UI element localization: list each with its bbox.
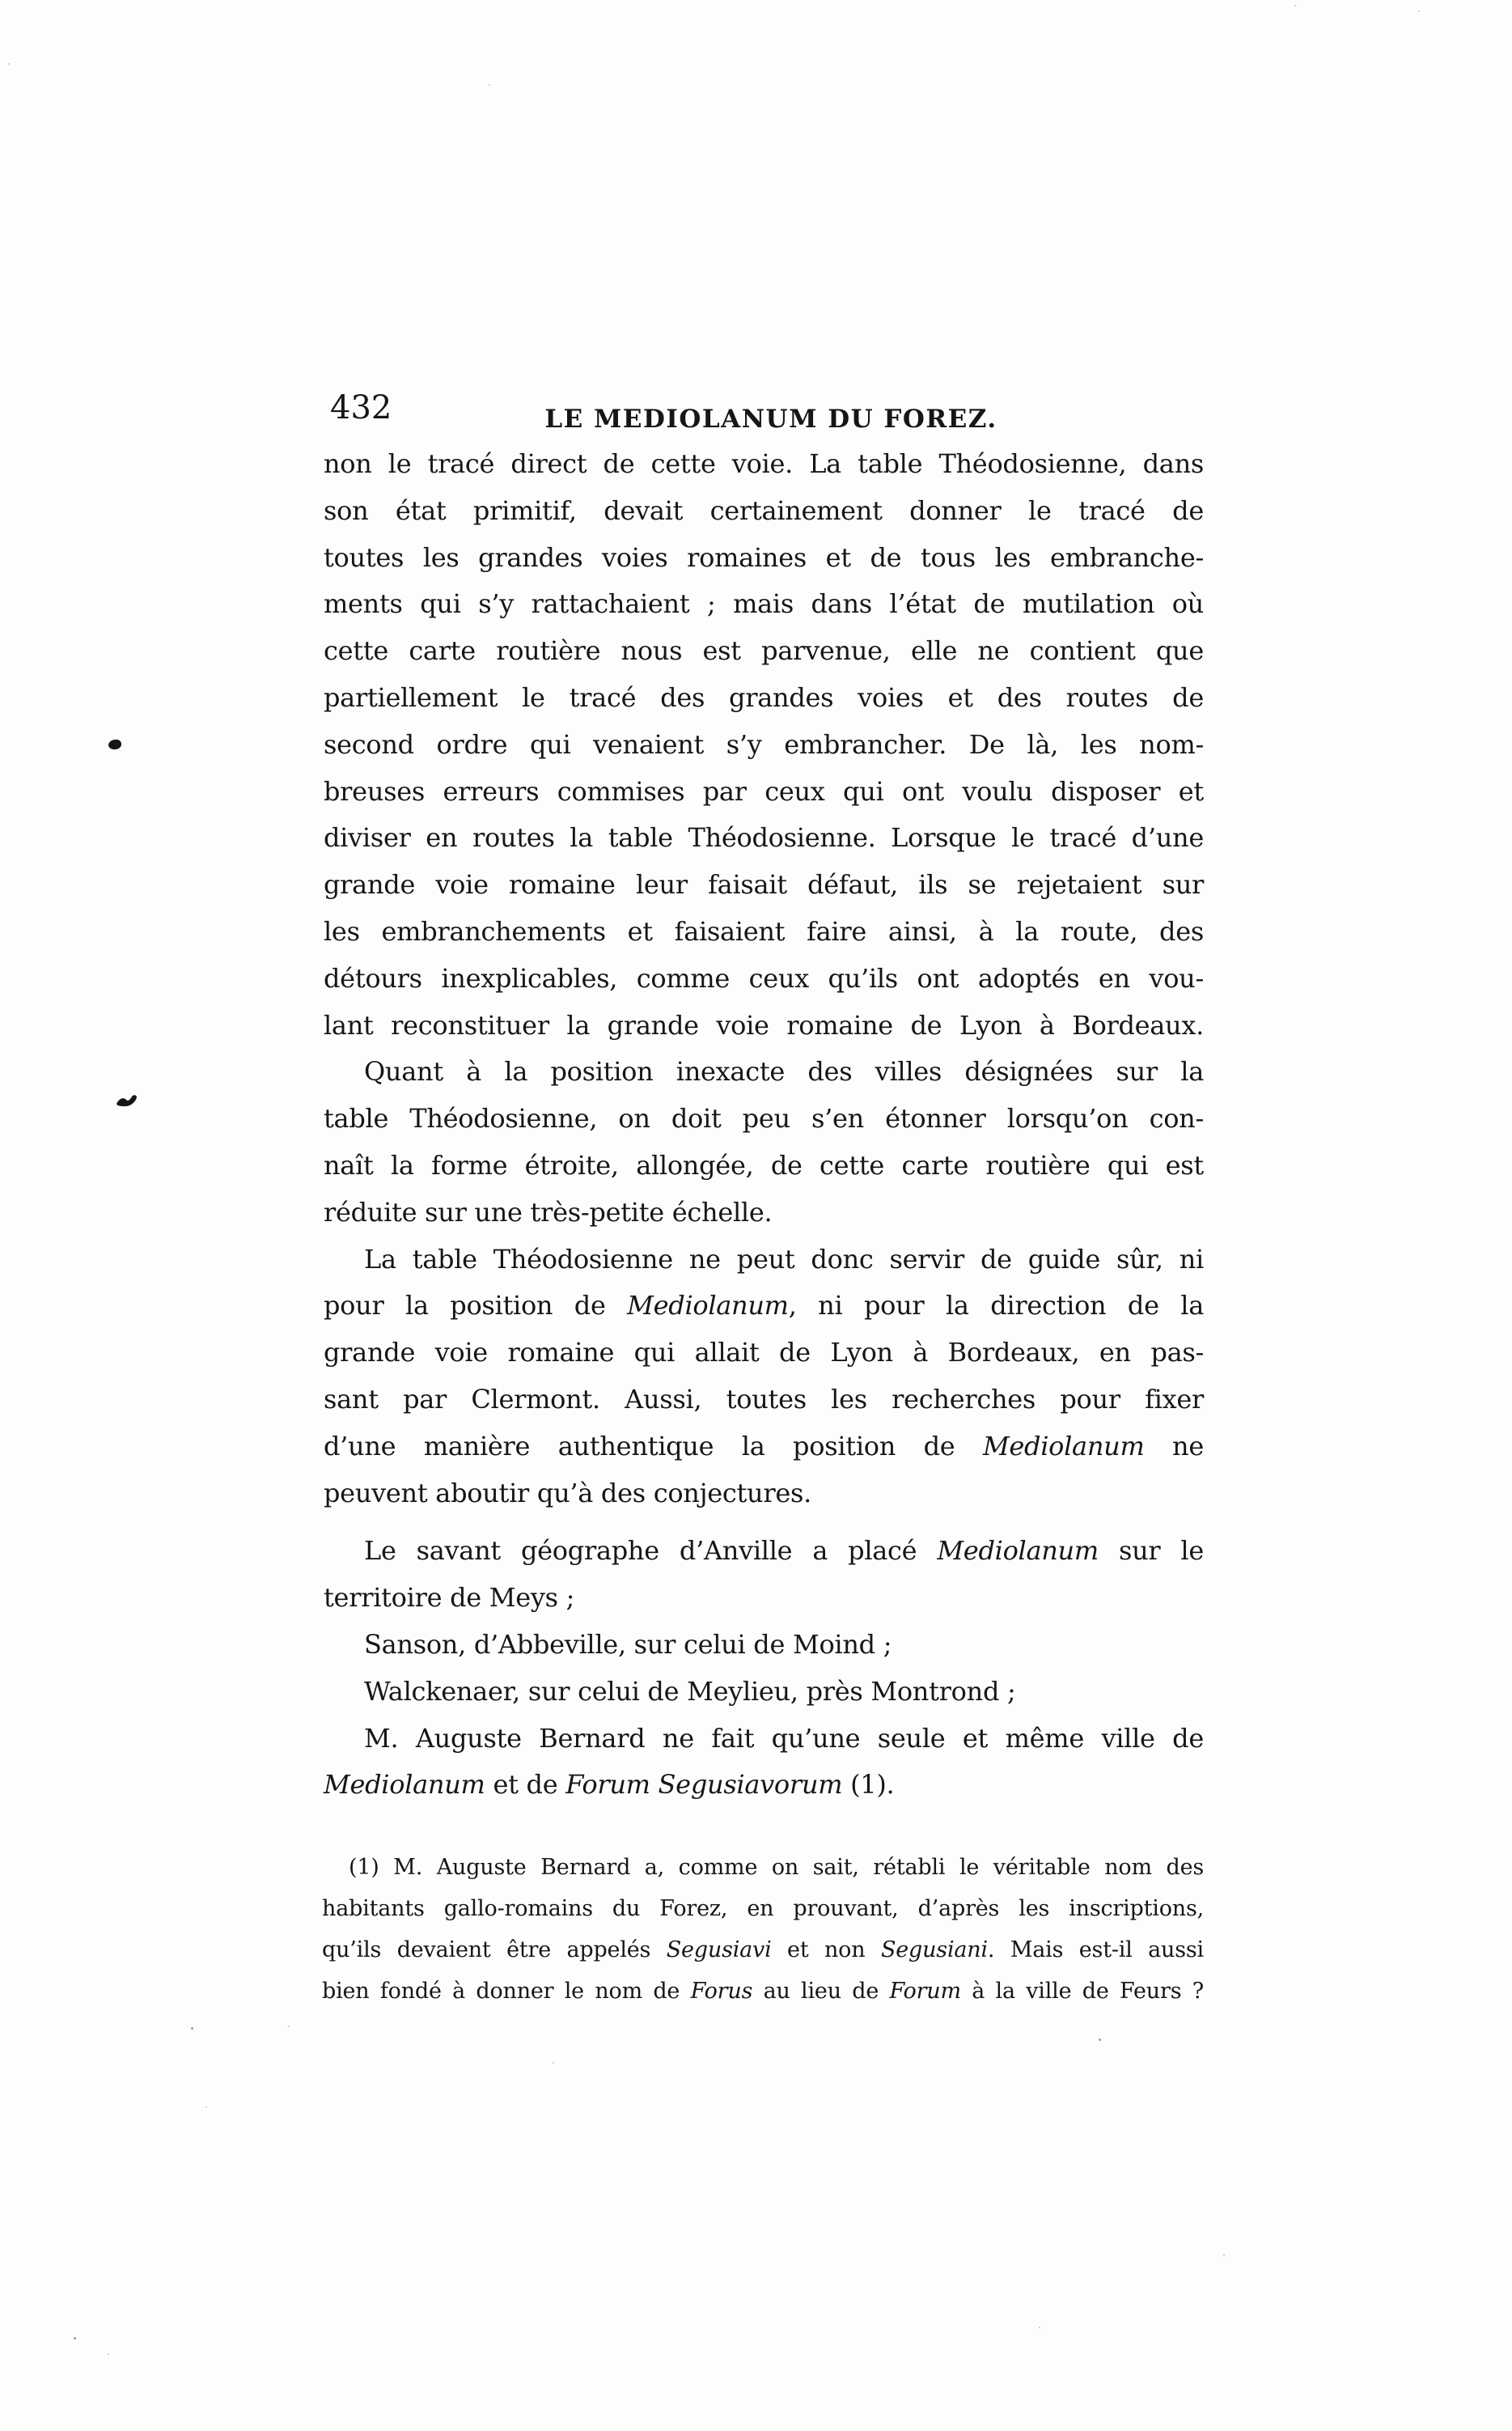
text-line [324, 1716, 1204, 1763]
text-segment: ne [1144, 1430, 1205, 1462]
scan-speck [489, 84, 490, 86]
margin-ink-squiggle [116, 1093, 138, 1109]
text-segment: Sanson, d’Abbeville, sur celui de Moind ; [364, 1628, 892, 1660]
text-segment: non le tracé direct de cette voie. La table Théodosienne, dans [324, 448, 1204, 479]
text-line [324, 1330, 1204, 1377]
text-line [324, 1049, 1204, 1096]
body-text [324, 441, 1204, 1809]
text-segment: grande voie romaine qui allait de Lyon à Bordeaux, en pas- [324, 1337, 1204, 1368]
text-line [324, 862, 1204, 909]
text-line [324, 1575, 1204, 1622]
italic-text: Forum [889, 1979, 961, 2004]
text-line [322, 1847, 1204, 1888]
text-segment: La table Théodosienne ne peut donc servir de guide sûr, ni [364, 1243, 1204, 1275]
text-line [324, 1622, 1204, 1669]
text-line [324, 815, 1204, 862]
scan-speck [553, 2062, 554, 2064]
text-line [324, 1003, 1204, 1050]
text-segment: qu’ils devaient être appelés [322, 1937, 667, 1962]
text-segment: sur le [1098, 1535, 1204, 1567]
text-segment: second ordre qui venaient s’y embrancher. De là, les nom- [324, 728, 1204, 760]
text-segment: au lieu de [752, 1979, 890, 2004]
text-segment: lant reconstituer la grande voie romaine de Lyon à Bordeaux. [324, 1009, 1204, 1041]
text-line [324, 1377, 1204, 1423]
italic-text: Mediolanum [627, 1290, 789, 1322]
scan-speck [1099, 2039, 1101, 2041]
text-segment: M. Auguste Bernard ne fait qu’une seule et même ville de [364, 1722, 1204, 1754]
text-line [324, 675, 1204, 722]
text-line [324, 1423, 1204, 1470]
text-segment: détours inexplicables, comme ceux qu’ils ont adoptés en vou- [324, 962, 1204, 994]
text-segment: table Théodosienne, on doit peu s’en étonner lorsqu’on con- [324, 1103, 1204, 1135]
text-line [324, 441, 1204, 488]
italic-text: Segusiani [880, 1937, 988, 1962]
text-segment: Walckenaer, sur celui de Meylieu, près Montrond ; [364, 1675, 1016, 1707]
italic-text: Segusiavi [666, 1937, 772, 1962]
text-segment: et de [485, 1769, 566, 1801]
text-segment: naît la forme étroite, allongée, de cette carte routière qui est [324, 1149, 1204, 1181]
italic-text: Mediolanum [937, 1535, 1099, 1567]
text-segment: . Mais est-il aussi [987, 1937, 1204, 1962]
page-number: 432 [330, 389, 392, 426]
text-segment: (1) M. Auguste Bernard a, comme on sait, rétabli le véritable nom des [349, 1855, 1204, 1880]
scan-speck [191, 2027, 193, 2030]
text-segment: toutes les grandes voies romaines et de tous les embranche- [324, 541, 1204, 573]
text-segment: et non [771, 1937, 881, 1962]
footnote [322, 1847, 1204, 2012]
scan-speck [1039, 2327, 1040, 2328]
text-segment: pour la position de [324, 1290, 628, 1322]
scan-speck [1418, 11, 1420, 12]
text-line [324, 1190, 1204, 1237]
text-line [324, 1762, 1204, 1809]
scan-speck [74, 2337, 76, 2340]
text-segment: peuvent aboutir qu’à des conjectures. [324, 1477, 811, 1508]
text-line [324, 956, 1204, 1003]
text-line [324, 1143, 1204, 1190]
text-segment: Quant à la position inexacte des villes désignées sur la [364, 1056, 1204, 1088]
text-line [324, 628, 1204, 675]
text-line [324, 1096, 1204, 1143]
scan-speck [1223, 2255, 1225, 2256]
text-line [324, 581, 1204, 628]
text-segment: d’une manière authentique la position de [324, 1430, 983, 1462]
text-line [324, 1669, 1204, 1716]
text-segment: habitants gallo-romains du Forez, en prouvant, d’après les inscriptions, [322, 1896, 1204, 1921]
margin-ink-dot [108, 739, 121, 750]
text-line [324, 535, 1204, 582]
text-line [324, 488, 1204, 535]
text-line [324, 1528, 1204, 1575]
text-segment: bien fondé à donner le nom de [322, 1979, 691, 2004]
text-segment: réduite sur une très-petite échelle. [324, 1196, 773, 1228]
text-segment: breuses erreurs commises par ceux qui ont voulu disposer et [324, 775, 1204, 807]
italic-text: Forum Segusiavorum [565, 1769, 843, 1801]
italic-text: Mediolanum [324, 1769, 485, 1801]
text-line [324, 909, 1204, 956]
text-segment: (1). [842, 1769, 895, 1801]
running-header: LE MEDIOLANUM DU FOREZ. [544, 405, 997, 434]
text-line [324, 1283, 1204, 1330]
italic-text: Mediolanum [982, 1430, 1145, 1462]
text-segment: partiellement le tracé des grandes voies et des routes de [324, 681, 1204, 713]
scan-speck [205, 2106, 207, 2108]
text-segment: Le savant géographe d’Anville a placé [364, 1535, 938, 1567]
text-segment: son état primitif, devait certainement donner le tracé de [324, 494, 1204, 526]
text-line [324, 722, 1204, 769]
text-segment: ments qui s’y rattachaient ; mais dans l’état de mutilation où [324, 588, 1204, 620]
scan-speck [288, 2026, 290, 2027]
text-segment: territoire de Meys ; [324, 1582, 575, 1614]
text-segment: sant par Clermont. Aussi, toutes les recherches pour fixer [324, 1383, 1204, 1415]
text-segment: , ni pour la direction de la [788, 1290, 1204, 1322]
text-segment: à la ville de Feurs ? [960, 1979, 1204, 2004]
text-segment: les embranchements et faisaient faire ainsi, à la route, des [324, 915, 1204, 947]
text-line [324, 1470, 1204, 1517]
text-segment: diviser en routes la table Théodosienne. Lorsque le tracé d’une [324, 822, 1204, 854]
scan-speck [1294, 5, 1296, 6]
scan-speck [108, 2353, 109, 2355]
text-line [324, 1237, 1204, 1283]
text-segment: cette carte routière nous est parvenue, elle ne contient que [324, 635, 1204, 667]
text-line [322, 1888, 1204, 1929]
text-line [324, 769, 1204, 816]
scan-speck [8, 63, 10, 65]
text-line [322, 1971, 1204, 2012]
italic-text: Forus [690, 1979, 753, 2004]
text-line [322, 1929, 1204, 1971]
text-segment: grande voie romaine leur faisait défaut, ils se rejetaient sur [324, 869, 1204, 901]
